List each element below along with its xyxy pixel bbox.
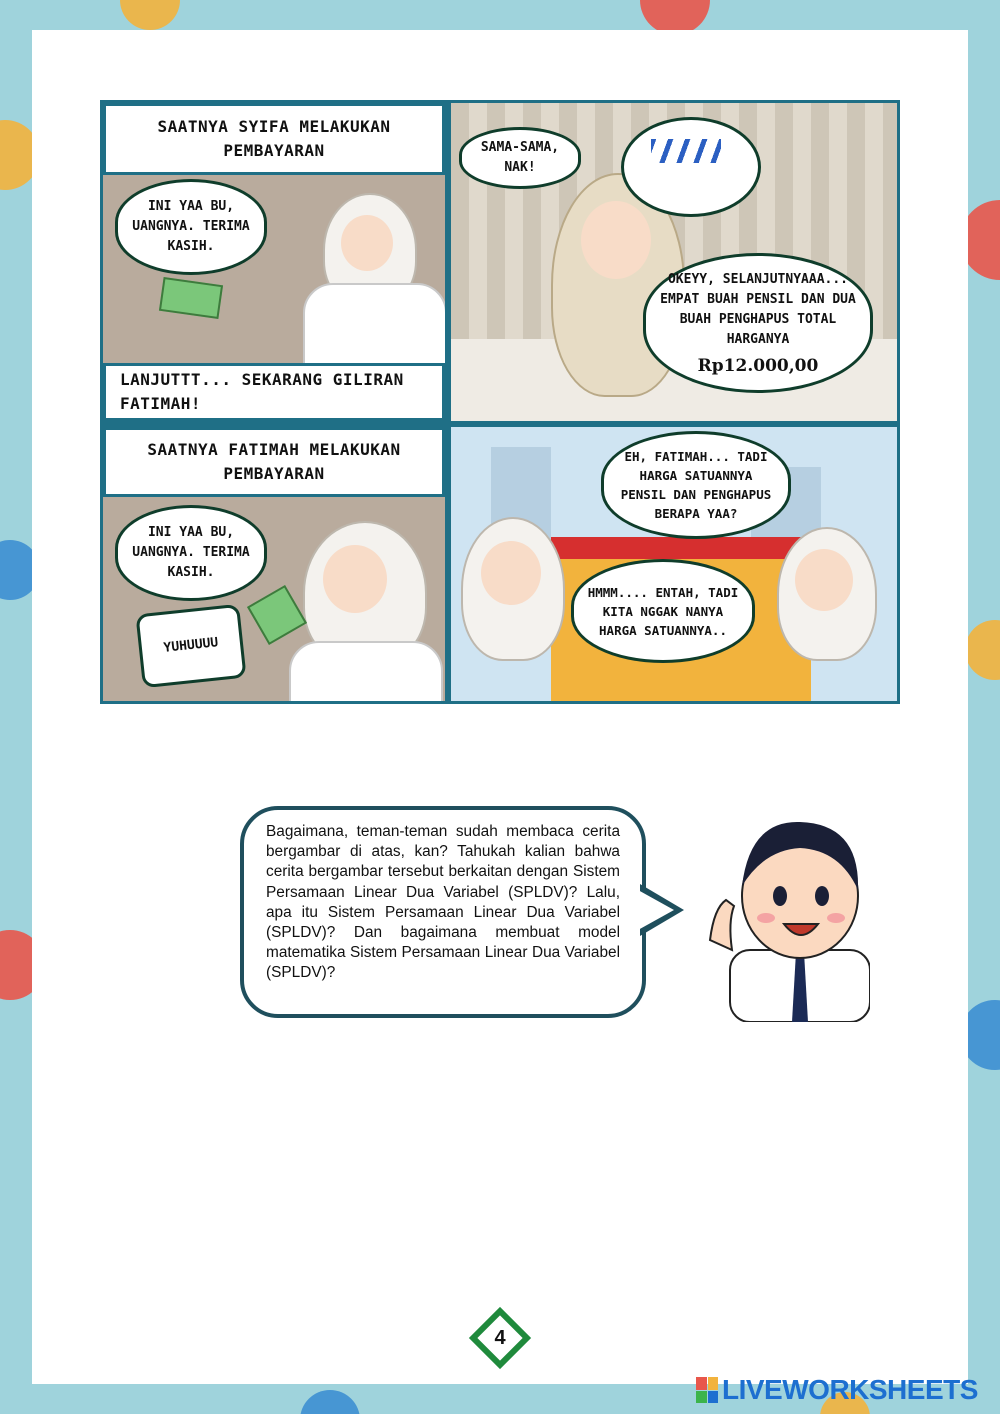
panel-3-speech-bubble: INI YAA BU, UANGNYA. TERIMA KASIH.: [115, 505, 267, 601]
speech-bubble-tail-inner: [638, 890, 674, 930]
syifa-character-2: [761, 527, 897, 701]
comic-strip: [100, 100, 900, 704]
panel-3-shout-bubble: YUHUUUU: [135, 604, 246, 688]
liveworksheets-logo[interactable]: [696, 1374, 978, 1406]
comic-panel-4: [451, 427, 897, 701]
intro-speech-bubble: [240, 806, 646, 1018]
panel-2-main-text: OKEYY, SELANJUTNYAAA... EMPAT BUAH PENSIL DAN DUA BUAH PENGHAPUS TOTAL HARGANYA: [660, 272, 856, 347]
panel-4-bottom-bubble: HMMM.... ENTAH, TADI KITA NGGAK NANYA HARGA SATUANNYA..: [571, 559, 755, 663]
panel-2-top-bubble: SAMA-SAMA, NAK!: [459, 127, 581, 189]
pencil-icon: [651, 139, 721, 163]
money-bill: [159, 277, 223, 319]
panel-1-speech-bubble: INI YAA BU, UANGNYA. TERIMA KASIH.: [115, 179, 267, 275]
panel-1-caption: SAATNYA SYIFA MELAKUKAN PEMBAYARAN: [103, 103, 445, 175]
boy-character-illustration: [700, 800, 870, 1022]
syifa-character: [283, 183, 443, 363]
panel-2-main-bubble: [643, 253, 873, 393]
total-price: Rp12.000,00: [697, 356, 819, 376]
fatimah-character: [273, 511, 443, 701]
comic-panel-3: [103, 427, 445, 701]
intro-text: Bagaimana, teman-teman sudah membaca cerita bergambar di atas, kan? Tahukah kalian bahwa cerita bergambar tersebut berkaitan dengan Sistem Persamaan Linear Dua Variabel (SPLDV)? Lalu, apa itu Sistem Persamaan Linear Dua Variabel (SPLDV)? Dan bagaimana membuat model matematika Sistem Persamaan Linear Dua Variabel (SPLDV)?: [266, 823, 620, 982]
panel-4-top-bubble: EH, FATIMAH... TADI HARGA SATUANNYA PENSIL DAN PENGHAPUS BERAPA YAA?: [601, 431, 791, 539]
pencils-eraser-thought: [621, 117, 761, 217]
page-number: 4: [494, 1326, 506, 1349]
fatimah-character-2: [451, 517, 581, 701]
comic-panel-1: [103, 103, 445, 421]
panel-1-footer: LANJUTTT... SEKARANG GILIRAN FATIMAH!: [103, 363, 445, 421]
comic-panel-2: [451, 103, 897, 421]
liveworksheets-logo-icon: [696, 1377, 718, 1403]
brand-name: LIVEWORKSHEETS: [722, 1374, 978, 1405]
panel-3-caption: SAATNYA FATIMAH MELAKUKAN PEMBAYARAN: [103, 427, 445, 497]
